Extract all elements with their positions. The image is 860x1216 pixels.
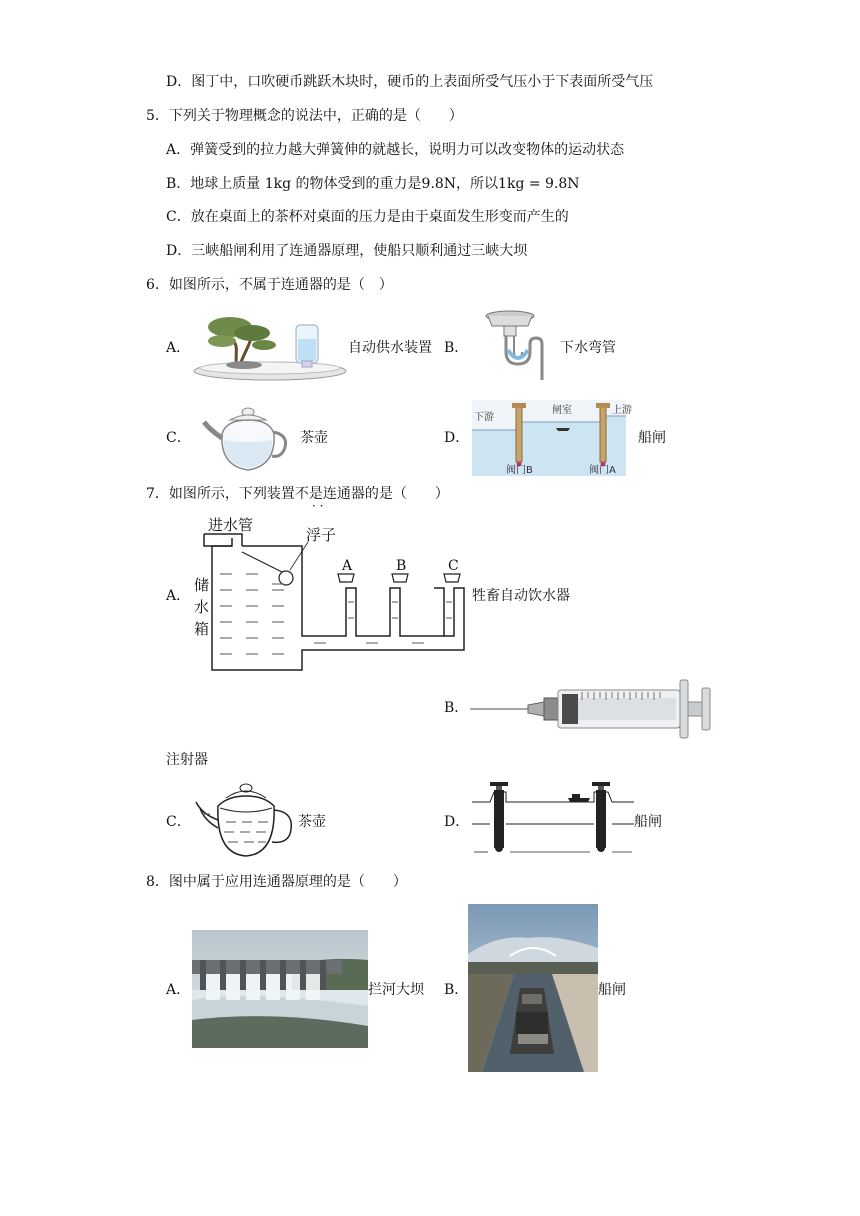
q8-option-a-caption: 拦河大坝 [368, 982, 424, 998]
float-label: 浮子 [306, 526, 337, 544]
q7-option-c-letter: C． [166, 814, 191, 830]
q6-option-c-letter: C． [166, 430, 191, 446]
q6-option-a-caption: 自动供水装置 [348, 340, 432, 356]
lock-valve-a-label: 阀门A [589, 465, 616, 476]
ship-lock-diagram [472, 400, 632, 476]
q7-stem: 7．如图所示，下列装置不是连通器的是（ ） [146, 486, 449, 502]
q6-stem: 6．如图所示，不属于连通器的是（ ） [146, 277, 393, 293]
inlet-pipe-label: 进水管 [208, 516, 254, 534]
q7-option-d-letter: D． [444, 814, 470, 830]
bonsai-water-supply-image [192, 305, 348, 385]
q5-option-c: C．放在桌面上的茶杯对桌面的压力是由于桌面发生形变而产生的 [166, 209, 569, 225]
teapot-image [200, 404, 292, 474]
tank-label-1: 储 [194, 576, 210, 594]
q6-option-b-caption: 下水弯管 [560, 340, 616, 356]
q6-option-b-letter: B． [444, 340, 469, 356]
q7-option-a-letter: A． [166, 588, 191, 604]
q6-option-a-letter: A． [166, 340, 191, 356]
q5-option-d: D．三峡船闸利用了连通器原理，使船只顺利通过三峡大坝 [166, 243, 528, 259]
q7-option-b-letter: B． [444, 700, 469, 716]
ship-lock-line-diagram [472, 778, 634, 854]
q7-emphasis-dots: · · [312, 499, 324, 513]
q6-option-d-caption: 船闸 [638, 430, 666, 446]
q6-option-c-caption: 茶壶 [300, 430, 328, 446]
tank-label-2: 水 [194, 598, 210, 616]
trough-a-label: A [342, 558, 353, 574]
syringe-image [470, 676, 712, 738]
teapot-diagram [192, 780, 298, 860]
lock-downstream-label: 下游 [474, 412, 494, 423]
q5-option-a: A．弹簧受到的拉力越大弹簧伸的就越长，说明力可以改变物体的运动状态 [166, 142, 625, 158]
q8-option-b-caption: 船闸 [598, 982, 626, 998]
q4-option-d: D．图丁中，口吹硬币跳跃木块时，硬币的上表面所受气压小于下表面所受气压 [166, 74, 654, 90]
q8-option-a-letter: A． [166, 982, 191, 998]
ship-lock-photo [468, 904, 598, 1072]
q5-option-b: B．地球上质量 1kg 的物体受到的重力是9.8N，所以1kg = 9.8N [166, 176, 580, 192]
q7-option-c-caption: 茶壶 [298, 814, 326, 830]
q6-option-d-letter: D． [444, 430, 470, 446]
trough-b-label: B [396, 558, 407, 574]
q8-option-b-letter: B． [444, 982, 469, 998]
lock-valve-b-label: 阀门B [506, 465, 533, 476]
q7-option-a-caption: 牲畜自动饮水器 [472, 588, 570, 604]
q7-option-b-caption: 注射器 [166, 752, 208, 768]
dam-photo [192, 930, 368, 1048]
q5-stem: 5．下列关于物理概念的说法中，正确的是（ ） [146, 108, 463, 124]
livestock-drinker-diagram [190, 512, 470, 674]
trough-c-label: C [448, 558, 459, 574]
q7-option-d-caption: 船闸 [634, 814, 662, 830]
tank-label-3: 箱 [194, 620, 210, 638]
q8-stem: 8．图中属于应用连通器原理的是（ ） [146, 874, 407, 890]
lock-chamber-label: 闸室 [552, 405, 572, 416]
lock-upstream-label: 上游 [612, 405, 632, 416]
drain-trap-pipe-image [484, 310, 548, 382]
